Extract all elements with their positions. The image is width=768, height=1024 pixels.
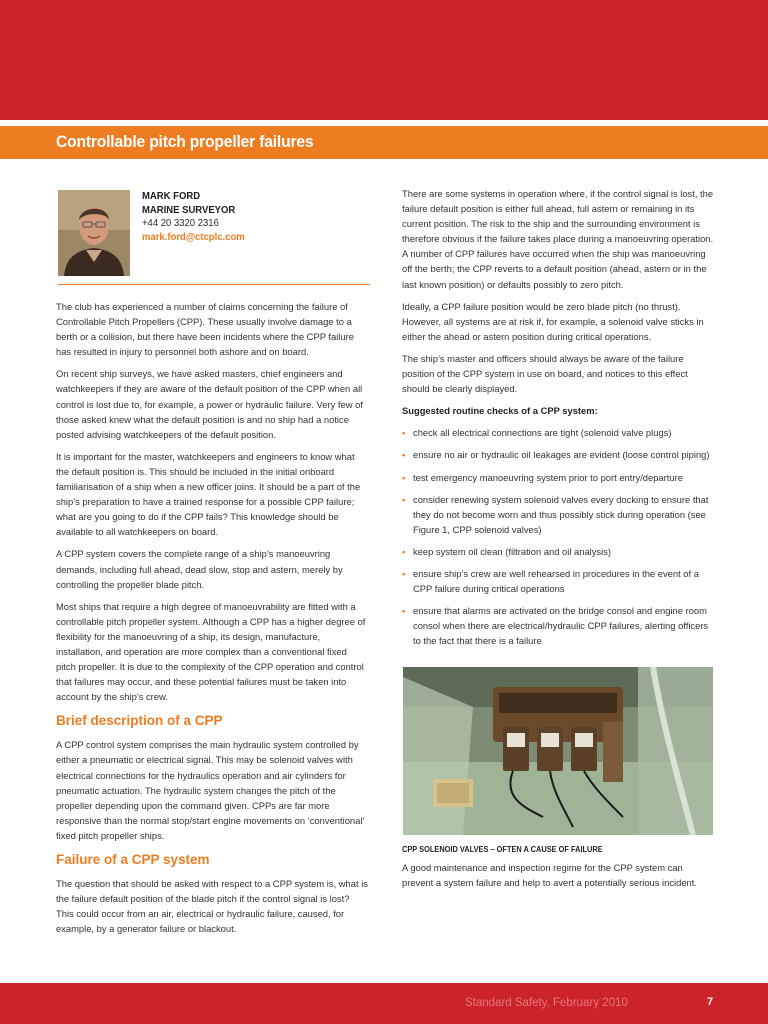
list-item xyxy=(402,425,714,440)
body-paragraph: It is important for the master, watchkeepers and engineers to know what the default position is. This should be included in the initial onboard familiarisation of a ship when a new officer joins. It should be a part of the ship’s preparation to have a trained response for a possible CPP failure; what are you going to do if the CPP fails? This knowledge should be available to all watchkeepers on board. xyxy=(56,450,361,538)
body-paragraph: There are some systems in operation where, if the control signal is lost, the failure default position is either full ahead, full astern or remaining in its current position. The risk to the ship and the surrounding environment is therefore obvious if the failure takes place during a manoeuvring operation. A number of CPP failures have occurred when the ship was manoeuvring off the berth; the CPP reverts to a default position (ahead, astern or in the last known position) or defaults possibly to zero pitch. xyxy=(402,188,714,290)
author-name: MARK FORD xyxy=(142,191,201,202)
bullet-icon: • xyxy=(402,545,406,557)
header-band xyxy=(0,0,768,120)
checks-list xyxy=(402,425,714,648)
author-details xyxy=(142,190,245,244)
body-paragraph: Most ships that require a high degree of manoeuvrability are fitted with a controllable pitch propeller system. Although a CPP has a higher degree of flexibility for the manoeuvring of a ship, its design, manufacture, installation, and operation are more complex than a conventional fixed pitch propeller. It is due to the complexity of the CPP operation and control that failures may occur, and these potential failures must be taken into account by the ship’s crew. xyxy=(56,600,366,703)
bullet-icon: • xyxy=(402,471,406,483)
author-email-link[interactable]: mark.ford@ctcplc.com xyxy=(142,231,245,243)
list-item-text: ensure no air or hydraulic oil leakages are evident (loose control piping) xyxy=(413,449,710,461)
author-phone: +44 20 3320 2316 xyxy=(142,218,219,230)
author-photo xyxy=(58,190,130,276)
list-item xyxy=(402,470,714,485)
list-item xyxy=(402,447,714,462)
article-title: Controllable pitch propeller failures xyxy=(56,132,314,151)
list-item xyxy=(402,566,714,596)
section-heading-description: Brief description of a CPP xyxy=(56,713,223,729)
body-paragraph: The club has experienced a number of claims concerning the failure of Controllable Pitch Propellers (CPP). These usually involve damage to a berth or a collision, but there have been incidents where the CPP failure has resulted in injury to personnel both ashore and on board. xyxy=(56,301,354,358)
body-paragraph: A good maintenance and inspection regime for the CPP system can prevent a system failure and help to avert a potentially serious incident. xyxy=(402,862,697,889)
list-item xyxy=(402,492,714,537)
list-item-text: consider renewing system solenoid valves every docking to ensure that they do not become worn and thus possibly stick during operation (see Figure 1, CPP solenoid valves) xyxy=(413,493,709,535)
bullet-icon: • xyxy=(402,605,406,617)
page-number: 7 xyxy=(707,996,714,1008)
bullet-icon: • xyxy=(402,567,406,579)
footer-band xyxy=(0,983,768,1024)
list-item-text: test emergency manoeuvring system prior to port entry/departure xyxy=(413,471,683,483)
author-divider xyxy=(58,284,370,285)
body-paragraph: The question that should be asked with respect to a CPP system is, what is the failure default position of the blade pitch if the control signal is lost? This could occur from an air, electrical or hydraulic failure, caused, for example, by a generator failure or blackout. xyxy=(56,878,368,935)
list-item-text: ensure ship’s crew are well rehearsed in procedures in the event of a CPP failure during critical operations xyxy=(413,567,699,595)
author-role: MARINE SURVEYOR xyxy=(142,204,236,216)
checks-heading: Suggested routine checks of a CPP system: xyxy=(402,405,598,417)
body-paragraph: The ship’s master and officers should always be aware of the failure position of the CPP system in use on board, and notices to this effect should be clearly displayed. xyxy=(402,352,688,395)
list-item-text: ensure that alarms are activated on the bridge consol and engine room consol when there are electrical/hydraulic CPP failures, alerting officers to the fact that there is a failure xyxy=(413,605,709,647)
list-item xyxy=(402,603,714,648)
body-paragraph: A CPP control system comprises the main hydraulic system controlled by either a pneumatic or electrical signal. This may be solenoid valves with electrical connections for the hydraulics operation and air cylinders for pneumatic actuation. The hydraulic system changes the pitch of the propeller depending upon the command given. CPPs are far more responsive than the normal stop/start engine movements on ‘conventional’ fixed pitch propeller ships. xyxy=(56,739,365,841)
list-item xyxy=(402,544,714,559)
bullet-icon: • xyxy=(402,449,406,461)
publication-label: Standard Safety, February 2010 xyxy=(465,997,628,1009)
section-heading-failure: Failure of a CPP system xyxy=(56,852,210,867)
title-band xyxy=(0,126,768,159)
right-column xyxy=(402,186,714,655)
body-paragraph: A CPP system covers the complete range of a ship’s manoeuvring demands, including full ahead, dead slow, stop and astern, merely by controlling the propeller blade pitch. xyxy=(56,548,343,590)
figure-caption: CPP SOLENOID VALVES – OFTEN A CAUSE OF FAILURE xyxy=(402,845,603,854)
list-item-text: keep system oil clean (filtration and oil analysis) xyxy=(413,545,612,557)
body-paragraph: On recent ship surveys, we have asked masters, chief engineers and watchkeepers if they are aware of the default position of the CPP when all control is lost due to, for example, a power or hydraulic failure. Very few of those asked knew what the default position is and no ship had a notice posted advising watchkeepers of the default position. xyxy=(56,368,363,440)
body-paragraph: Ideally, a CPP failure position would be zero blade pitch (no thrust). However, all systems are at risk if, for example, a solenoid valve sticks in either the ahead or astern position during critical operations. xyxy=(402,300,704,342)
list-item-text: check all electrical connections are tight (solenoid valve plugs) xyxy=(413,427,672,439)
left-column xyxy=(56,299,368,943)
bullet-icon: • xyxy=(402,493,406,505)
solenoid-valves-photo xyxy=(403,667,713,835)
bullet-icon: • xyxy=(402,427,406,439)
closing-text xyxy=(402,860,714,890)
